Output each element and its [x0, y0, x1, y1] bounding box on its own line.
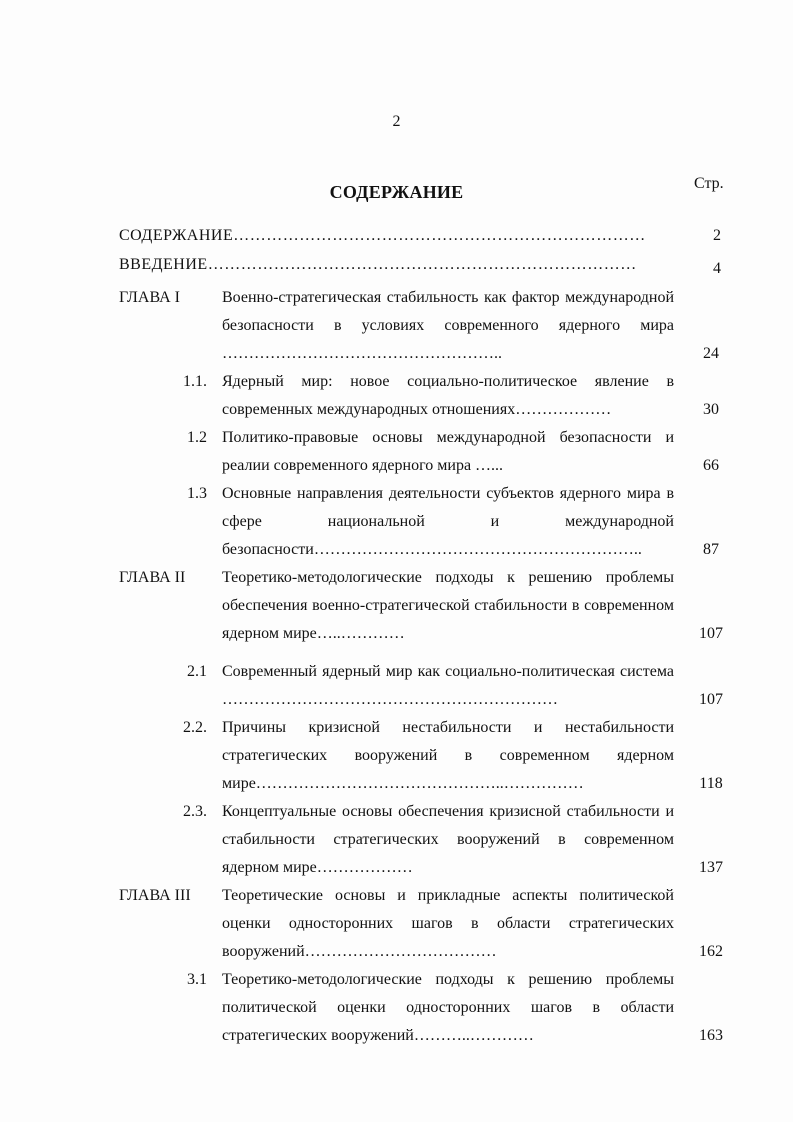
page-title: СОДЕРЖАНИЕ: [329, 182, 464, 202]
toc-front-row[interactable]: [119, 222, 731, 251]
toc-section-label: 3.1: [187, 971, 207, 988]
toc-entry-text: Политико-правовые основы международной безопасности и реалии современного ядерного мира …...: [222, 429, 674, 474]
toc-section-2-3[interactable]: [119, 798, 731, 882]
toc-section-label: 1.3: [187, 485, 207, 502]
toc-front-title: ВВЕДЕНИЕ……………………………………………………………………: [119, 256, 637, 273]
table-of-contents: [119, 222, 731, 1050]
toc-page-number: 4: [713, 260, 721, 277]
toc-section-1-3[interactable]: [119, 480, 731, 564]
page-number: 2: [392, 113, 401, 130]
toc-entry-text: Основные направления деятельности субъектов ядерного мира в сфере национальной и международной безопасности……………………………………………………..: [222, 485, 674, 558]
toc-section-label: 2.1: [187, 663, 207, 680]
toc-page-number: 118: [699, 775, 723, 792]
toc-front-row[interactable]: [119, 251, 731, 280]
toc-entry-text: Ядерный мир: новое социально-политическое явление в современных международных отношениях………………: [222, 373, 674, 418]
toc-entry-text: Теоретико-методологические подходы к решению проблемы обеспечения военно-стратегической стабильности в современном ядерном мире…..…………: [222, 569, 674, 642]
toc-page-number: 30: [703, 401, 719, 418]
toc-entry-text: Теоретико-методологические подходы к решению проблемы политической оценки односторонних шагов в области стратегических вооружений………..…………: [222, 971, 674, 1044]
toc-page-number: 107: [699, 691, 723, 708]
toc-section-2-1[interactable]: [119, 658, 731, 714]
toc-entry-text: Теоретические основы и прикладные аспекты политической оценки односторонних шагов в области стратегических вооружений………………………………: [222, 887, 674, 960]
toc-entry-text: Причины кризисной нестабильности и нестабильности стратегических вооружений в современном ядерном мире………………………………………..……………: [222, 719, 674, 792]
toc-section-1-1[interactable]: [119, 368, 731, 424]
toc-entry-text: Современный ядерный мир как социально-политическая система ………………………………………………………: [222, 663, 674, 708]
page-column-label: Стр.: [694, 175, 724, 192]
toc-section-label: 1.2: [187, 429, 207, 446]
toc-chapter-label: ГЛАВА III: [119, 887, 191, 904]
toc-chapter-1[interactable]: [119, 284, 731, 368]
toc-chapter-label: ГЛАВА II: [119, 569, 186, 586]
toc-page-number: 137: [699, 859, 723, 876]
toc-section-label: 2.2.: [183, 719, 207, 736]
toc-page-number: 2: [713, 227, 721, 244]
toc-page-number: 66: [703, 457, 719, 474]
toc-section-2-2[interactable]: [119, 714, 731, 798]
toc-section-1-2[interactable]: [119, 424, 731, 480]
toc-page-number: 87: [703, 541, 719, 558]
toc-page-number: 107: [699, 625, 723, 642]
toc-page-number: 163: [699, 1027, 723, 1044]
toc-chapter-2[interactable]: [119, 564, 731, 648]
toc-front-title: СОДЕРЖАНИЕ…………………………………………………………………: [119, 227, 646, 244]
toc-entry-text: Военно-стратегическая стабильность как фактор международной безопасности в условиях современного ядерного мира ……………………………………………..: [222, 289, 674, 362]
toc-page-number: 162: [699, 943, 723, 960]
toc-section-label: 1.1.: [183, 373, 207, 390]
toc-chapter-label: ГЛАВА I: [119, 289, 180, 306]
toc-section-3-1[interactable]: [119, 966, 731, 1050]
toc-entry-text: Концептуальные основы обеспечения кризисной стабильности и стабильности стратегических вооружений в современном ядерном мире………………: [222, 803, 674, 876]
toc-chapter-3[interactable]: [119, 882, 731, 966]
toc-section-label: 2.3.: [183, 803, 207, 820]
toc-page-number: 24: [703, 345, 719, 362]
